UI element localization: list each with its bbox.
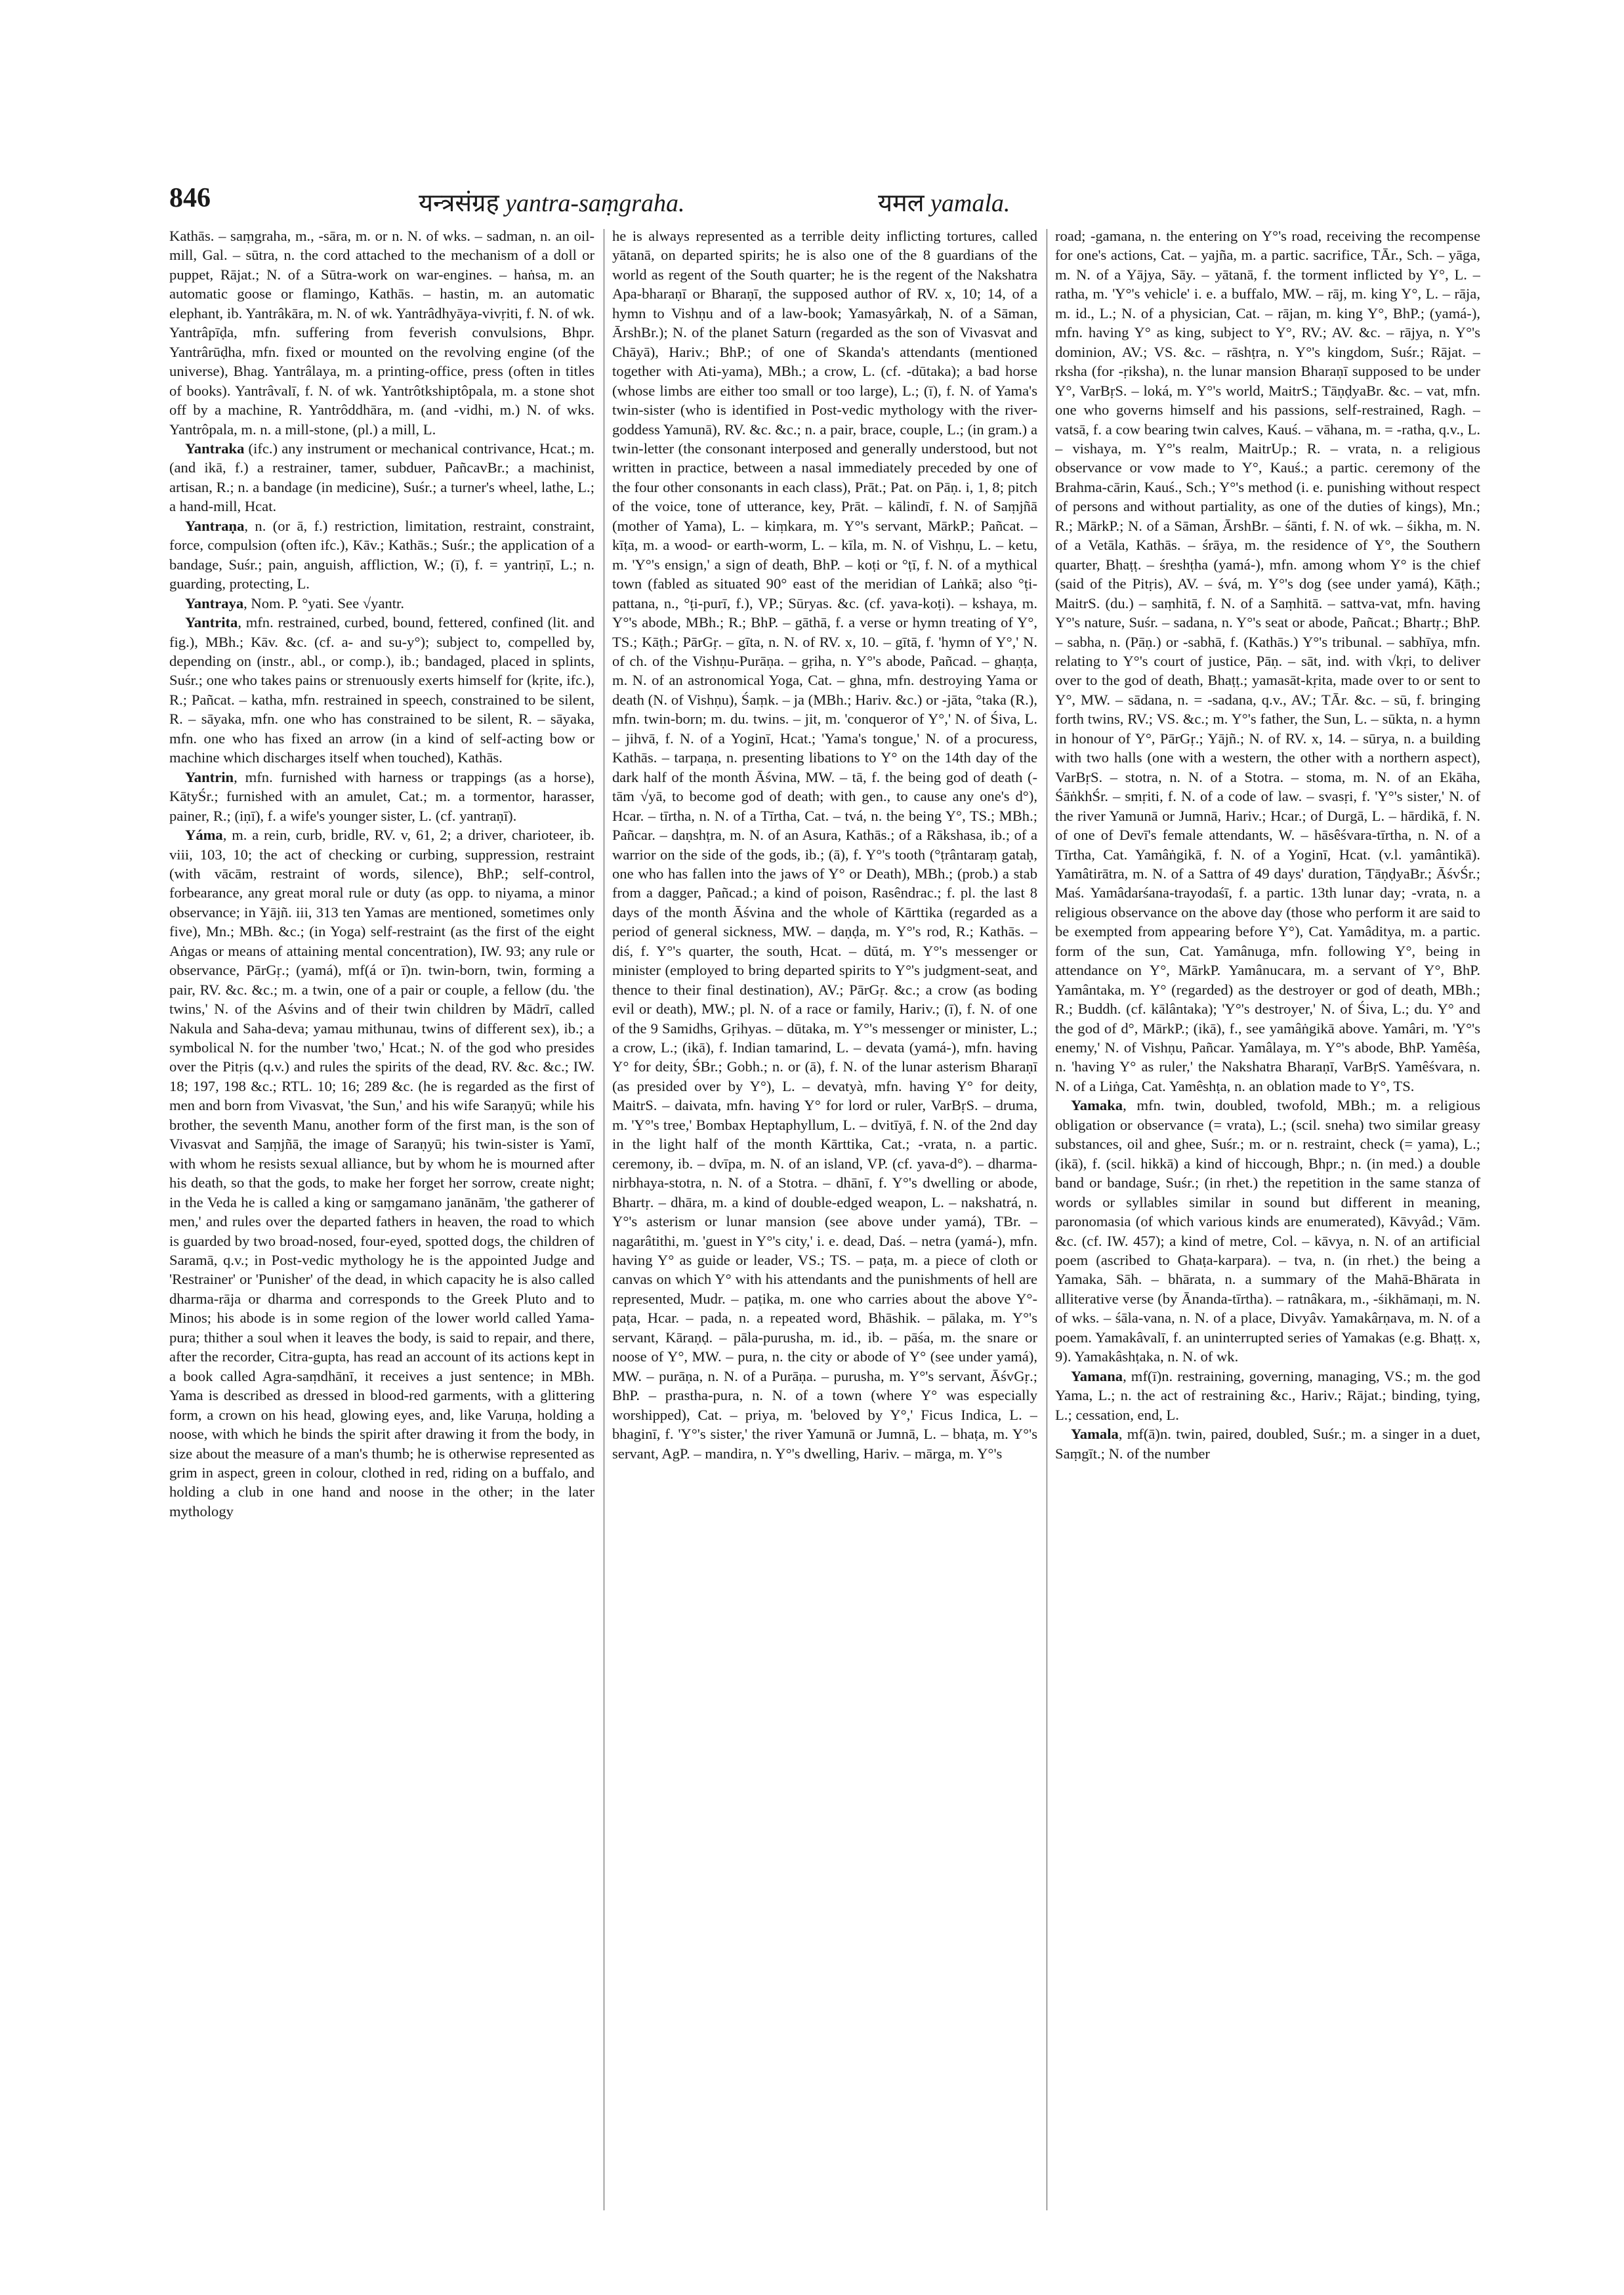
dictionary-entry bbox=[1055, 1367, 1480, 1424]
page-number: 846 bbox=[169, 183, 211, 213]
dictionary-columns bbox=[169, 226, 1480, 2221]
entry-text: , mfn. restrained, curbed, bound, fettered, confined (lit. and fig.), MBh.; Kāv. &c. (cf. a- and su-y°); subject to, compelled by, depending on (instr., abl., or comp.), ib.; bandaged, placed in splints, Suśr.; one who takes pains or strenuously exerts himself for (kṛite, ifc.), R.; Pañcat. – katha, mfn. restrained in speech, constrained to be silent, R. – sāyaka, mfn. one who has constrained to be silent, R. – sāyaka, mfn. one who has fixed an arrow (in a kind of self-acting bow or machine which discharges itself when touched), Kathās. bbox=[169, 614, 594, 766]
dictionary-entry bbox=[169, 226, 594, 439]
entry-text: Kathās. – saṃgraha, m., -sāra, m. or n. N. of wks. – sadman, n. an oil-mill, Gal. – sūtra, n. the cord attached to the mechanism of a doll or puppet, Rājat.; N. of a Sūtra-work on war-engines. – haṅsa, m. an automatic goose or flamingo, Kathās. – hastin, m. an automatic elephant, ib. Yantrâkāra, m. N. of wk. Yantrâdhyāya-vivṛiti, f. N. of wk. Yantrâpīḍa, mfn. suffering from feverish convulsions, Bhpr. Yantrârūḍha, mfn. fixed or mounted on the revolving engine (of the universe), Bhag. Yantrâlaya, m. a printing-office, press (often in titles of books). Yantrâvalī, f. N. of wk. Yantrôtkshiptôpala, m. a stone shot off by a machine, R. Yantrôddhāra, m. (and -vidhi, m.) N. of wks. Yantrôpala, m. n. a mill-stone, (pl.) a mill, L. bbox=[169, 228, 594, 438]
dictionary-entry bbox=[612, 226, 1037, 1463]
entry-text: , n. (or ā, f.) restriction, limitation, restraint, constraint, force, compulsion (often ifc.), Kāv.; Kathās.; Suśr.; the application of a bandage, Suśr.; pain, anguish, affliction, W.; (ī), f. = yantriṇī, L.; n. guarding, protecting, L. bbox=[169, 517, 594, 592]
right-running-head bbox=[878, 185, 1010, 219]
entry-headword: Yantrita bbox=[185, 614, 238, 631]
entry-headword: Yamaka bbox=[1071, 1097, 1123, 1114]
dictionary-entry bbox=[169, 516, 594, 594]
column-2 bbox=[612, 226, 1037, 2221]
dictionary-entry bbox=[1055, 226, 1480, 1096]
entry-headword: Yantrin bbox=[185, 768, 234, 785]
dictionary-entry bbox=[169, 594, 594, 613]
entry-text: , mf(ā)n. twin, paired, doubled, Suśr.; m. a singer in a duet, Saṃgīt.; N. of the number bbox=[1055, 1426, 1480, 1462]
dictionary-entry bbox=[169, 768, 594, 825]
right-head-roman: yamala. bbox=[930, 190, 1010, 217]
entry-text: (ifc.) any instrument or mechanical contrivance, Hcat.; m. (and ikā, f.) a restrainer, tamer, subduer, PañcavBr.; a machinist, artisan, R.; n. a bandage (in medicine), Suśr.; a turner's wheel, lathe, L.; a hand-mill, Hcat. bbox=[169, 440, 594, 515]
dictionary-entry bbox=[169, 613, 594, 768]
entry-headword: Yamana bbox=[1071, 1367, 1123, 1384]
entry-text: he is always represented as a terrible deity inflicting tortures, called yātanā, on departed spirits; he is also one of the 8 guardians of the world as regent of the South quarter; he is the regent of the Nakshatra Apa-bharaṇī or Bharaṇī, the supposed author of RV. x, 10; 14, of a hymn to Vishṇu and of a law-book; Yamasyârkaḥ, N. of a Sāman, ĀrshBr.); N. of the planet Saturn (regarded as the son of Vivasvat and Chāyā), Hariv.; BhP.; of one of Skanda's attendants (mentioned together with Ati-yama), MBh.; a crow, L. (cf. -dūtaka); a bad horse (whose limbs are either too small or too large), L.; (ī), f. N. of Yama's twin-sister (who is identified in Post-vedic mythology with the river-goddess Yamunā), RV. &c. &c.; n. a pair, brace, couple, L.; (in gram.) a twin-letter (the consonant interposed and generally understood, but not written in practice, between a nasal immediately preceded by one of the four other consonants in each class), Prāt.; Pat. on Pāṇ. i, 1, 8; pitch of the voice, tone of utterance, key, Prāt. – kālindī, f. N. of Saṃjñā (mother of Yama), L. – kiṃkara, m. Y°'s servant, MārkP.; Pañcat. – kīṭa, m. a wood- or earth-worm, L. – kīla, m. N. of Vishṇu, L. – ketu, m. 'Y°'s ensign,' a sign of death, BhP. – koṭi or °ṭī, f. N. of a mythical town (fabled as situated 90° east of the meridian of Laṅkā; also °ṭi-pattana, n., °ṭi-purī, f.), VP.; Sūryas. &c. (cf. yava-koṭi). – kshaya, m. Y°'s abode, MBh.; R.; BhP. – gāthā, f. a verse or hymn treating of Y°, TS.; Kāṭh.; PārGṛ. – gīta, n. N. of RV. x, 10. – gītā, f. 'hymn of Y°,' N. of ch. of the Vishṇu-Purāṇa. – gṛiha, n. Y°'s abode, Pañcad. – ghaṇṭa, m. N. of an astronomical Yoga, Cat. – ghna, mfn. destroying Yama or death (N. of Vishṇu), Śaṃk. – ja (MBh.; Hariv. &c.) or -jāta, °taka (R.), mfn. twin-born; m. du. twins. – jit, m. 'conqueror of Y°,' N. of Śiva, L. – jihvā, f. N. of a Yoginī, Hcat.; 'Yama's tongue,' N. of a procuress, Kathās. – tarpaṇa, n. presenting libations to Y° on the 14th day of the dark half of the month Āśvina, MW. – tā, f. the being god of death (-tām √yā, to become god of death; with gen., to cause any one's d°), Hcar. – tīrtha, n. N. of a Tīrtha, Cat. – tvá, n. the being Y°, TS.; MBh.; Pañcar. – daṇshṭra, m. N. of an Asura, Kathās.; of a Rākshasa, ib.; of a warrior on the side of the gods, ib.; (ā), f. Y°'s tooth (°ṭrântaraṃ gataḥ, one who has fallen into the jaws of Y° or Death), MBh.; (prob.) a stab from a dagger, Pañcad.; a kind of poison, Rasêndrac.; f. pl. the last 8 days of the month Āśvina and the whole of Kārttika (regarded as a period of general sickness, MW. – daṇḍa, m. Y°'s rod, R.; Kathās. – diś, f. Y°'s quarter, the south, Hcat. – dūtá, m. Y°'s messenger or minister (employed to bring departed spirits to Y°'s judgment-seat, and thence to their final destination), AV.; PārGṛ. &c.; a crow (as boding evil or death), MW.; pl. N. of a race or family, Hariv.; (ī), f. N. of one of the 9 Samidhs, Gṛihyas. – dūtaka, m. Y°'s messenger or minister, L.; a crow, L.; (ikā), f. Indian tamarind, L. – devata (yamá-), mfn. having Y° for deity, ŚBr.; Gobh.; n. or (ā), f. N. of the lunar asterism Bharaṇī (as presided over by Y°), L. – devatyà, mfn. having Y° for deity, MaitrS. – daivata, mfn. having Y° for lord or ruler, VarBṛS. – druma, m. 'Y°'s tree,' Bombax Heptaphyllum, L. – dvitīyā, f. N. of the 2nd day in the light half of the month Kārttika, Cat.; -vrata, n. a partic. ceremony, ib. – dvīpa, m. N. of an island, VP. (cf. yava-d°). – dharma-nirbhaya-stotra, n. N. of a Stotra. – dhānī, f. Y°'s dwelling or abode, Bhartṛ. – dhāra, m. a kind of double-edged weapon, L. – nakshatrá, n. Y°'s asterism or lunar mansion (see above under yamá), TBr. – nagarâtithi, m. 'guest in Y°'s city,' i. e. dead, Daś. – netra (yamá-), mfn. having Y° as guide or leader, VS.; TS. – paṭa, m. a piece of cloth or canvas on which Y° with his attendants and the punishments of hell are represented, Mudr. – paṭika, m. one who carries about the above Y°-paṭa, Hcar. – pada, n. a repeated word, Bhāshik. – pālaka, m. Y°'s servant, Kāraṇḍ. – pāla-purusha, m. id., ib. – pāśa, m. the snare or noose of Y°, MW. – pura, n. the city or abode of Y° (see under yamá), MW. – purāṇa, n. N. of a Purāṇa. – purusha, m. Y°'s servant, ĀśvGṛ.; BhP. – prastha-pura, n. N. of a town (where Y° was especially worshipped), Cat. – priya, m. 'beloved by Y°,' Ficus Indica, L. – bhaginī, f. 'Y°'s sister,' the river Yamunā or Jumnā, L. – bhaṭa, m. Y°'s servant, AgP. – mandira, n. Y°'s dwelling, Hariv. – mārga, m. Y°'s bbox=[612, 228, 1037, 1462]
right-head-devanagari: यमल bbox=[878, 190, 925, 217]
entry-headword: Yáma bbox=[185, 827, 223, 844]
dictionary-entry bbox=[1055, 1096, 1480, 1366]
left-head-roman: yantra-saṃgraha. bbox=[505, 190, 685, 217]
left-running-head bbox=[419, 185, 685, 219]
entry-text: , Nom. P. °yati. See √yantr. bbox=[243, 594, 404, 611]
entry-text: , m. a rein, curb, bridle, RV. v, 61, 2; a driver, charioteer, ib. viii, 103, 10; the act of checking or curbing, suppression, restraint (with vācām, restraint of words, silence), BhP.; self-control, forbearance, any great moral rule or duty (as opp. to niyama, a minor observance; in Yājñ. iii, 313 ten Yamas are mentioned, sometimes only five), Mn.; MBh. &c.; (in Yoga) self-restraint (as the first of the eight Aṅgas or means of attaining mental concentration), IW. 93; any rule or observance, PārGṛ.; (yamá), mf(á or ī)n. twin-born, twin, forming a pair, RV. &c. &c.; m. a twin, one of a pair or couple, a fellow (du. 'the twins,' N. of the Aśvins and of their twin children by Mādrī, called Nakula and Saha-deva; yamau mithunau, twins of different sex), ib.; a symbolical N. for the number 'two,' Hcat.; N. of the god who presides over the Pitṛis (q.v.) and rules the spirits of the dead, RV. &c. &c.; IW. 18; 197, 198 &c.; RTL. 10; 16; 289 &c. (he is regarded as the first of men and born from Vivasvat, 'the Sun,' and his wife Saraṇyū; while his brother, the seventh Manu, another form of the first man, is the son of Vivasvat and Saṃjñā, the image of Saraṇyū; his twin-sister is Yamī, with whom he resists sexual alliance, but by whom he is mourned after his death, so that the gods, to make her forget her sorrow, create night; in the Veda he is called a king or saṃgamano janānām, 'the gatherer of men,' and rules over the departed fathers in heaven, the road to which is guarded by two broad-nosed, four-eyed, spotted dogs, the children of Saramā, q.v.; in Post-vedic mythology he is the appointed Judge and 'Restrainer' or 'Punisher' of the dead, in which capacity he is also called dharma-rāja or dharma and corresponds to the Greek Pluto and to Minos; his abode is in some region of the lower world called Yama-pura; thither a soul when it leaves the body, is said to repair, and there, after the recorder, Citra-gupta, has read an account of its actions kept in a book called Agra-saṃdhānī, it receives a just sentence; in MBh. Yama is described as dressed in blood-red garments, with a glittering form, a crown on his head, glowing eyes, and, like Varuṇa, holding a noose, with which he binds the spirit after drawing it from the body, in size about the measure of a man's thumb; he is otherwise represented as grim in aspect, green in colour, clothed in red, riding on a buffalo, and holding a club in one hand and noose in the other; in the later mythology bbox=[169, 827, 594, 1520]
entry-text: , mfn. twin, doubled, twofold, MBh.; m. a religious obligation or observance (= vrata), L.; (scil. sneha) two similar greasy substances, oil and ghee, Suśr.; m. or n. restraint, check (= yama), L.; (ikā), f. (scil. hikkā) a kind of hiccough, Bhpr.; n. (in med.) a double band or bandage, Suśr.; (in rhet.) the repetition in the same stanza of words or syllables similar in sound but different in meaning, paronomasia (of which various kinds are enumerated), Kāvyâd.; Vām. &c. (cf. IW. 457); a kind of metre, Col. – kāvya, n. N. of an artificial poem (ascribed to Ghaṭa-karpara). – tva, n. (in rhet.) the being a Yamaka, Sāh. – bhārata, n. a summary of the Mahā-Bhārata in alliterative verse (by Ānanda-tīrtha). – ratnâkara, m., -śikhāmaṇi, m. N. of wks. – śāla-vana, n. N. of a place, Divyâv. Yamakârṇava, m. N. of a poem. Yamakâvalī, f. an uninterrupted series of Yamakas (e.g. Bhaṭṭ. x, 9). Yamakâshṭaka, n. N. of wk. bbox=[1055, 1097, 1480, 1365]
entry-headword: Yantraṇa bbox=[185, 517, 245, 534]
entry-headword: Yamala bbox=[1071, 1426, 1119, 1443]
entry-headword: Yantraka bbox=[185, 440, 245, 457]
column-3 bbox=[1055, 226, 1480, 2221]
dictionary-entry bbox=[169, 439, 594, 516]
column-1 bbox=[169, 226, 594, 2221]
entry-headword: Yantraya bbox=[185, 594, 244, 611]
dictionary-entry bbox=[169, 825, 594, 1521]
entry-text: road; -gamana, n. the entering on Y°'s road, receiving the recompense for one's actions, Cat. – yajña, m. a partic. sacrifice, TĀr., Sch. – yāga, m. N. of a Yājya, Sāy. – yātanā, f. the torment inflicted by Y°, L. – ratha, m. 'Y°'s vehicle' i. e. a buffalo, MW. – rāj, m. king Y°, L. – rāja, m. id., L.; N. of a physician, Cat. – rājan, m. king Y°, BhP.; (yamá-), mfn. having Y° as king, subject to Y°, RV.; AV. &c. – rājya, n. Y°'s dominion, AV.; VS. &c. – rāshṭra, n. Y°'s kingdom, Suśr.; Rājat. – rksha (for -ṛiksha), n. the lunar mansion Bharaṇī supposed to be under Y°, VarBṛS. – loká, m. Y°'s world, MaitrS.; TāṇḍyaBr. &c. – vat, mfn. one who governs himself and his passions, self-restrained, Ragh. – vatsā, f. a cow bearing twin calves, Kauś. – vāhana, m. = -ratha, q.v., L. – vishaya, m. Y°'s realm, MaitrUp.; R. – vrata, n. a religious observance or vow made to Y°, Kauś.; a partic. ceremony of the Brahma-cārin, Kauś., Sch.; Y°'s method (i. e. punishing without respect of persons and without partiality, as one of the duties of kings), Mn.; R.; MārkP.; N. of a Sāman, ĀrshBr. – śānti, f. N. of wk. – śikha, m. N. of a Vetāla, Kathās. – śrāya, m. the residence of Y°, the Southern quarter, Bhaṭṭ. – śreshṭha (yamá-), mfn. among whom Y° is the chief (said of the Pitṛis), AV. – śvá, m. Y°'s dog (see under yamá), Kāṭh.; MaitrS. (du.) – saṃhitā, f. N. of a Saṃhitā. – sattva-vat, mfn. having Y°'s nature, Suśr. – sadana, n. Y°'s seat or abode, Pañcat.; Bhartṛ.; BhP. – sabha, n. (Pāṇ.) or -sabhā, f. (Kathās.) Y°'s tribunal. – sabhīya, mfn. relating to Y°'s court of justice, Pāṇ. – sāt, ind. with √kṛi, to deliver over to the god of death, Bhaṭṭ.; yamasāt-kṛita, made over to or sent to Y°, MW. – sādana, n. = -sadana, q.v., AV.; TĀr. &c. – sū, f. bringing forth twins, RV.; VS. &c.; m. Y°'s father, the Sun, L. – sūkta, n. a hymn in honour of Y°, PārGṛ.; Yājñ.; N. of RV. x, 14. – sūrya, n. a building with two halls (one with a western, the other with a northern aspect), VarBṛS. – stotra, n. N. of a Stotra. – stoma, m. N. of an Ekāha, ŚāṅkhŚr. – smṛiti, f. N. of a code of law. – svasṛi, f. 'Y°'s sister,' N. of the river Yamunā or Jumnā, Hariv.; Hcar.; of Durgā, L. – hārdikā, f. N. of one of Devī's female attendants, W. – hāsêśvara-tīrtha, n. N. of a Tīrtha, Cat. Yamâṅgikā, f. N. of a Yoginī, Hcat. (v.l. yamântikā). Yamâtirātra, m. N. of a Sattra of 49 days' duration, TāṇḍyaBr.; ĀśvŚr.; Maś. Yamâdarśana-trayodaśī, f. a partic. 13th lunar day; -vrata, n. a religious observance on the above day (those who perform it are said to be exempted from appearing before Y°), Cat. Yamâditya, m. a partic. form of the sun, Cat. Yamânuga, mfn. following Y°, being in attendance on Y°, MārkP. Yamânucara, m. a servant of Y°, BhP. Yamântaka, m. Y° (regarded) as the destroyer or god of death, MBh.; R.; Buddh. (cf. kālântaka); 'Y°'s destroyer,' N. of Śiva, L.; du. Y° and the god of d°, MārkP.; (ikā), f., see yamâṅgikā above. Yamâri, m. 'Y°'s enemy,' N. of Vishṇu, Pañcar. Yamâlaya, m. Y°'s abode, BhP. Yamêśa, n. 'having Y° as ruler,' the Nakshatra Bharaṇī, VarBṛS. Yamêśvara, n. N. of a Liṅga, Cat. Yamêshṭa, n. an oblation made to Y°, TS. bbox=[1055, 228, 1480, 1094]
entry-text: , mfn. furnished with harness or trappings (as a horse), KātyŚr.; furnished with an amulet, Cat.; m. a tormentor, harasser, painer, R.; (iṇī), f. a wife's younger sister, L. (cf. yantraṇī). bbox=[169, 768, 594, 824]
dictionary-entry bbox=[1055, 1424, 1480, 1463]
page-header bbox=[169, 182, 1482, 222]
entry-text: , mf(ī)n. restraining, governing, managing, VS.; m. the god Yama, L.; n. the act of restraining &c., Hariv.; Rājat.; binding, tying, L.; cessation, end, L. bbox=[1055, 1367, 1480, 1423]
left-head-devanagari: यन्त्रसंग्रह bbox=[419, 190, 499, 217]
